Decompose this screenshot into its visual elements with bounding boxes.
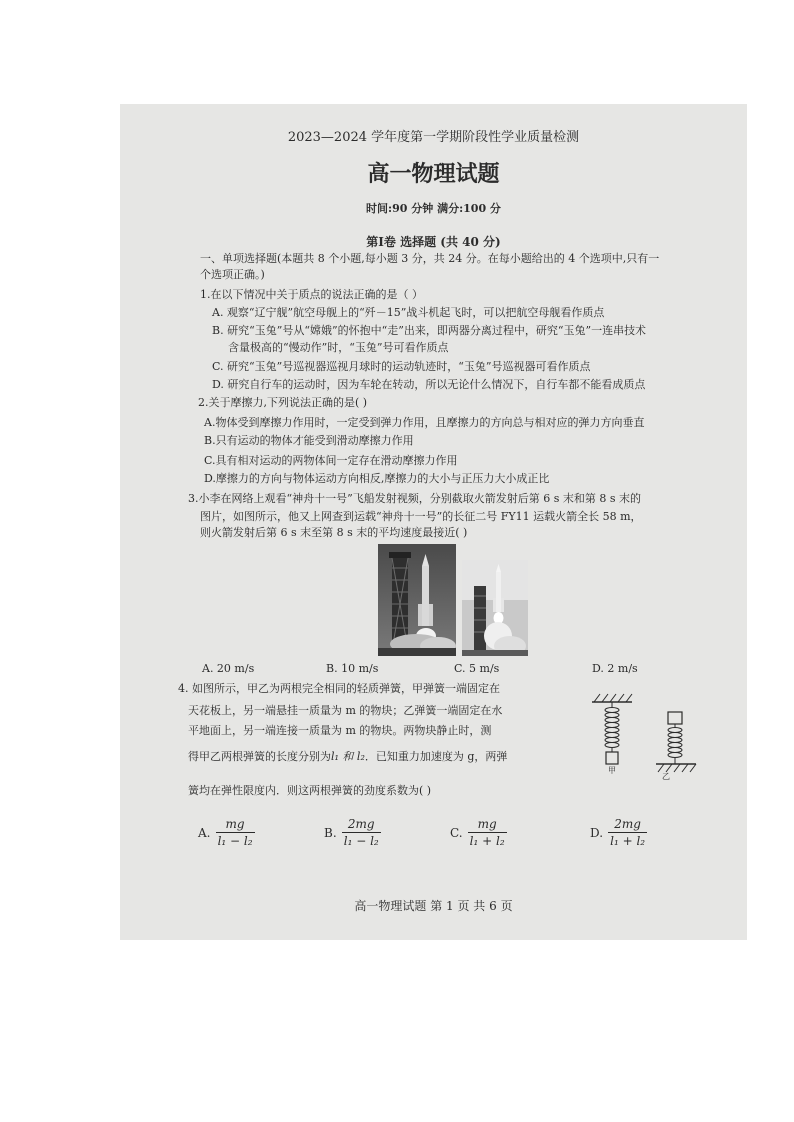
q2-option-b: B.只有运动的物体才能受到滑动摩擦力作用: [204, 434, 414, 447]
q4-option-b-num: 2mg: [347, 817, 375, 831]
exam-paper: [120, 104, 747, 940]
q4-option-a-letter: A.: [198, 826, 211, 840]
subject-title: 高一物理试题: [367, 161, 500, 187]
label-yi: 乙: [662, 772, 670, 781]
q4-option-c: [450, 816, 507, 849]
page-footer: 高一物理试题 第 1 页 共 6 页: [354, 899, 513, 913]
section-instruction-1: 一、单项选择题(本题共 8 个小题,每小题 3 分，共 24 分。在每小题给出的 4 个选项中,只有一: [200, 252, 660, 265]
q1-option-a: A. 观察“辽宁舰”航空母舰上的“歼－15”战斗机起飞时，可以把航空母舰看作质点: [212, 306, 605, 319]
q4-line-4-a: 得甲乙两根弹簧的长度分别为: [188, 750, 331, 763]
section-title: 第Ⅰ卷 选择题 (共 40 分): [366, 235, 501, 249]
q4-l1-l2: l₁ 和 l₂: [331, 750, 365, 763]
q1-option-d: D. 研究自行车的运动时，因为车轮在转动，所以无论什么情况下，自行车都不能看成质点: [212, 378, 646, 391]
q4-option-d-num: 2mg: [614, 817, 641, 831]
label-jia: 甲: [608, 766, 616, 775]
time-info: 时间:90 分钟 满分:100 分: [366, 202, 501, 215]
q3-line-2: 图片，如图所示，他又上网查到运载“神舟十一号”的长征二号 FY11 运载火箭全长 58 m，: [200, 510, 642, 523]
q1-option-c: C. 研究“玉兔”号巡视器巡视月球时的运动轨迹时，“玉兔”号巡视器可看作质点: [212, 360, 591, 373]
q1-option-b: B. 研究“玉兔”号从“嫦娥”的怀抱中“走”出来，即两器分离过程中，研究“玉兔”一连串技术: [212, 324, 647, 337]
q4-option-c-fraction: [468, 816, 507, 849]
q4-option-c-letter: C.: [450, 826, 463, 840]
q4-line-3: 平地面上，另一端连接一质量为 m 的物块。两物块静止时，测: [188, 724, 492, 737]
q2-option-a: A.物体受到摩擦力作用时，一定受到弹力作用，且摩擦力的方向总与相对应的弹力方向垂直: [204, 416, 645, 429]
q4-option-d-fraction: [608, 816, 647, 849]
q2-option-c: C.具有相对运动的两物体间一定存在滑动摩擦力作用: [204, 454, 458, 467]
q4-line-2: 天花板上，另一端悬挂一质量为 m 的物块；乙弹簧一端固定在水: [188, 704, 503, 717]
q4-option-a-num: mg: [225, 817, 245, 831]
q4-option-a-fraction: [216, 816, 255, 849]
q3-option-d: D. 2 m/s: [592, 662, 638, 675]
q3-option-b: B. 10 m/s: [326, 662, 379, 675]
q1-stem: 1.在以下情况中关于质点的说法正确的是（ ）: [200, 288, 423, 301]
q4-line-4: [188, 750, 507, 764]
rocket-photo-8s: [462, 560, 528, 656]
q3-line-3: 则火箭发射后第 6 s 末至第 8 s 末的平均速度最接近( ): [200, 526, 468, 539]
q4-option-c-den: l₁ + l₂: [469, 834, 505, 848]
q4-option-b-fraction: [342, 816, 381, 849]
q4-option-b-den: l₁ − l₂: [343, 834, 379, 848]
q4-option-b: [324, 816, 381, 849]
q4-option-d: [590, 816, 647, 849]
q4-line-1: 4. 如图所示，甲乙为两根完全相同的轻质弹簧，甲弹簧一端固定在: [178, 682, 500, 695]
section-instruction-2: 个选项正确。): [200, 268, 265, 281]
q3-option-a: A. 20 m/s: [202, 662, 255, 675]
q4-option-d-letter: D.: [590, 826, 604, 840]
q4-option-a-den: l₁ − l₂: [217, 834, 253, 848]
q4-line-4-c: ．已知重力加速度为 g，两弹: [364, 750, 508, 763]
springs-figure: [590, 688, 710, 788]
q1-option-b-cont: 含量极高的“慢动作”时，“玉兔”号可看作质点: [228, 341, 449, 354]
q4-line-5: 簧均在弹性限度内．则这两根弹簧的劲度系数为( ): [188, 784, 432, 797]
q3-option-c: C. 5 m/s: [454, 662, 500, 675]
exam-title: 2023—2024 学年度第一学期阶段性学业质量检测: [287, 130, 580, 145]
q4-option-b-letter: B.: [324, 826, 337, 840]
q2-option-d: D.摩擦力的方向与物体运动方向相反,摩擦力的大小与正压力大小成正比: [204, 472, 550, 485]
q3-line-1: 3.小李在网络上观看“神舟十一号”飞船发射视频，分别截取火箭发射后第 6 s 末和第 8 s 末的: [188, 492, 642, 505]
q4-option-c-num: mg: [477, 817, 497, 831]
rocket-photo-6s: [378, 544, 456, 656]
q2-stem: 2.关于摩擦力,下列说法正确的是( ): [198, 396, 368, 409]
q4-option-d-den: l₁ + l₂: [610, 834, 646, 848]
q4-option-a: [198, 816, 255, 849]
